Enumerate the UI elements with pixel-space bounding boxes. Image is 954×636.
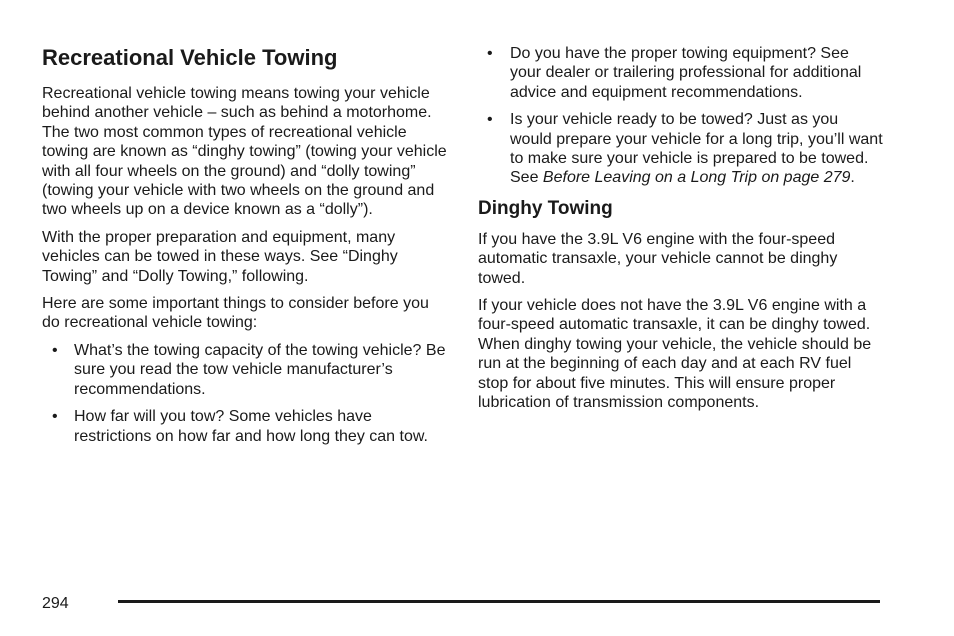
list-item-text: Is your vehicle ready to be towed? Just as you would prepare your vehicle for a long trip, you’ll want to make sure your vehicle is prepared to be towed. See bbox=[510, 111, 883, 187]
bullet-icon: • bbox=[487, 45, 493, 62]
paragraph-preparation: With the proper preparation and equipment, many vehicles can be towed in these ways. See “Dinghy Towing” and “Dolly Towing,” following. bbox=[42, 228, 398, 285]
right-column bbox=[478, 44, 883, 421]
bullet-icon: • bbox=[52, 341, 58, 359]
list-item-text: How far will you tow? Some vehicles have restrictions on how far and how long they can tow. bbox=[74, 408, 428, 445]
paragraph-considerations: Here are some important things to consider before you do recreational vehicle towing: bbox=[42, 295, 429, 332]
footer-divider bbox=[118, 600, 880, 603]
list-item-text: Do you have the proper towing equipment? See your dealer or trailering professional for additional advice and equipment recommendations. bbox=[510, 45, 862, 101]
considerations-list-continued bbox=[478, 44, 883, 188]
considerations-list bbox=[42, 341, 447, 446]
list-item-text: What’s the towing capacity of the towing vehicle? Be sure you read the tow vehicle manufacturer’s recommendations. bbox=[74, 341, 446, 398]
list-item bbox=[478, 110, 883, 188]
paragraph-dinghy-instructions: If your vehicle does not have the 3.9L V6 engine with a four-speed automatic transaxle, it can be dinghy towed. When dinghy towing your vehicle, the vehicle should be run at the beginning of each day and at each RV fuel stop for about five minutes. This will ensure proper lubrication of transmission components. bbox=[478, 297, 872, 412]
paragraph-engine-restriction: If you have the 3.9L V6 engine with the four-speed automatic transaxle, your vehicle cannot be dinghy towed. bbox=[478, 230, 838, 287]
bullet-icon: • bbox=[52, 408, 58, 426]
section-title-recreational-vehicle-towing: Recreational Vehicle Towing bbox=[42, 45, 338, 70]
left-column bbox=[42, 44, 447, 454]
list-item-text-end: . bbox=[850, 169, 855, 187]
section-title-dinghy-towing: Dinghy Towing bbox=[478, 197, 613, 219]
page-number: 294 bbox=[42, 595, 69, 612]
paragraph-intro: Recreational vehicle towing means towing your vehicle behind another vehicle – such as behind a motorhome. The two most common types of recreational vehicle towing are known as “dinghy towing” (towing your vehicle with all four wheels on the ground) and “dolly towing” (towing your vehicle with two wheels on the ground and two wheels up on a device known as a “dolly”). bbox=[42, 85, 447, 219]
list-item bbox=[478, 44, 883, 102]
cross-reference-link[interactable]: Before Leaving on a Long Trip on page 279 bbox=[542, 169, 851, 187]
list-item bbox=[42, 341, 447, 399]
bullet-icon: • bbox=[487, 111, 493, 129]
list-item bbox=[42, 407, 447, 446]
